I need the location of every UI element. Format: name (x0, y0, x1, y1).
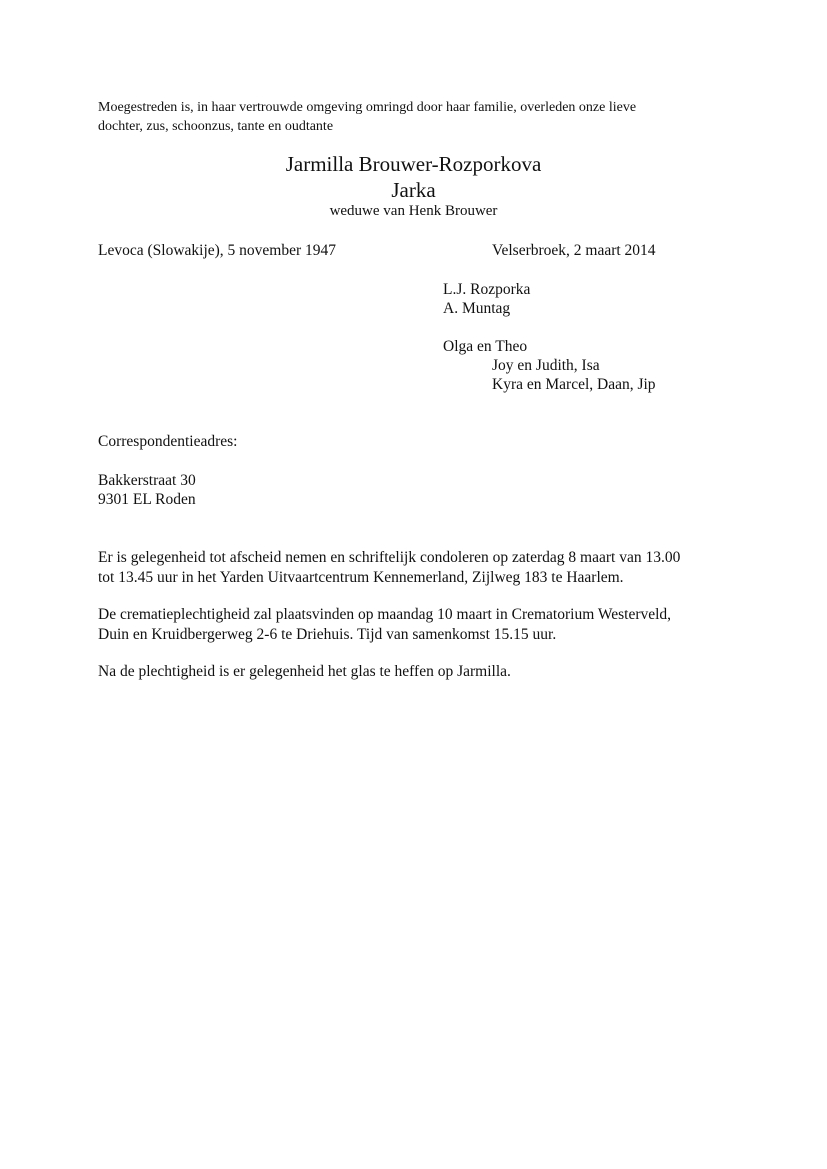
ceremony-paragraph (98, 605, 738, 644)
widow-of-text: weduwe van Henk Brouwer (329, 203, 498, 219)
correspondence-label: Correspondentieadres: (98, 433, 238, 450)
children-line-1: Joy en Judith, Isa (492, 357, 600, 374)
correspondence-city: 9301 EL Roden (98, 491, 196, 508)
farewell-paragraph (98, 548, 738, 587)
death-place-date: Velserbroek, 2 maart 2014 (492, 242, 656, 259)
birth-place-date: Levoca (Slowakije), 5 november 1947 (98, 242, 337, 259)
correspondence-street: Bakkerstraat 30 (98, 472, 196, 489)
intro-text (98, 98, 738, 136)
farewell-line-1: Er is gelegenheid tot afscheid nemen en schriftelijk condoleren op zaterdag 8 maart van 13.00 (98, 549, 681, 566)
deceased-full-name: Jarmilla Brouwer-Rozporkova (285, 152, 542, 176)
parent-name-2: A. Muntag (443, 300, 511, 317)
intro-line-1: Moegestreden is, in haar vertrouwde omgeving omringd door haar familie, overleden onze lieve (98, 100, 637, 115)
closing-paragraph: Na de plechtigheid is er gelegenheid het glas te heffen op Jarmilla. (98, 663, 511, 680)
parent-name-1: L.J. Rozporka (443, 281, 531, 298)
children-line-2: Kyra en Marcel, Daan, Jip (492, 376, 656, 393)
ceremony-line-1: De crematieplechtigheid zal plaatsvinden op maandag 10 maart in Crematorium Westerveld, (98, 606, 672, 623)
sibling-names: Olga en Theo (443, 338, 528, 355)
deceased-nickname: Jarka (391, 178, 436, 202)
ceremony-line-2: Duin en Kruidbergerweg 2-6 te Driehuis. Tijd van samenkomst 15.15 uur. (98, 625, 557, 643)
farewell-line-2: tot 13.45 uur in het Yarden Uitvaartcentrum Kennemerland, Zijlweg 183 te Haarlem. (98, 568, 624, 586)
intro-line-2: dochter, zus, schoonzus, tante en oudtante (98, 119, 334, 134)
